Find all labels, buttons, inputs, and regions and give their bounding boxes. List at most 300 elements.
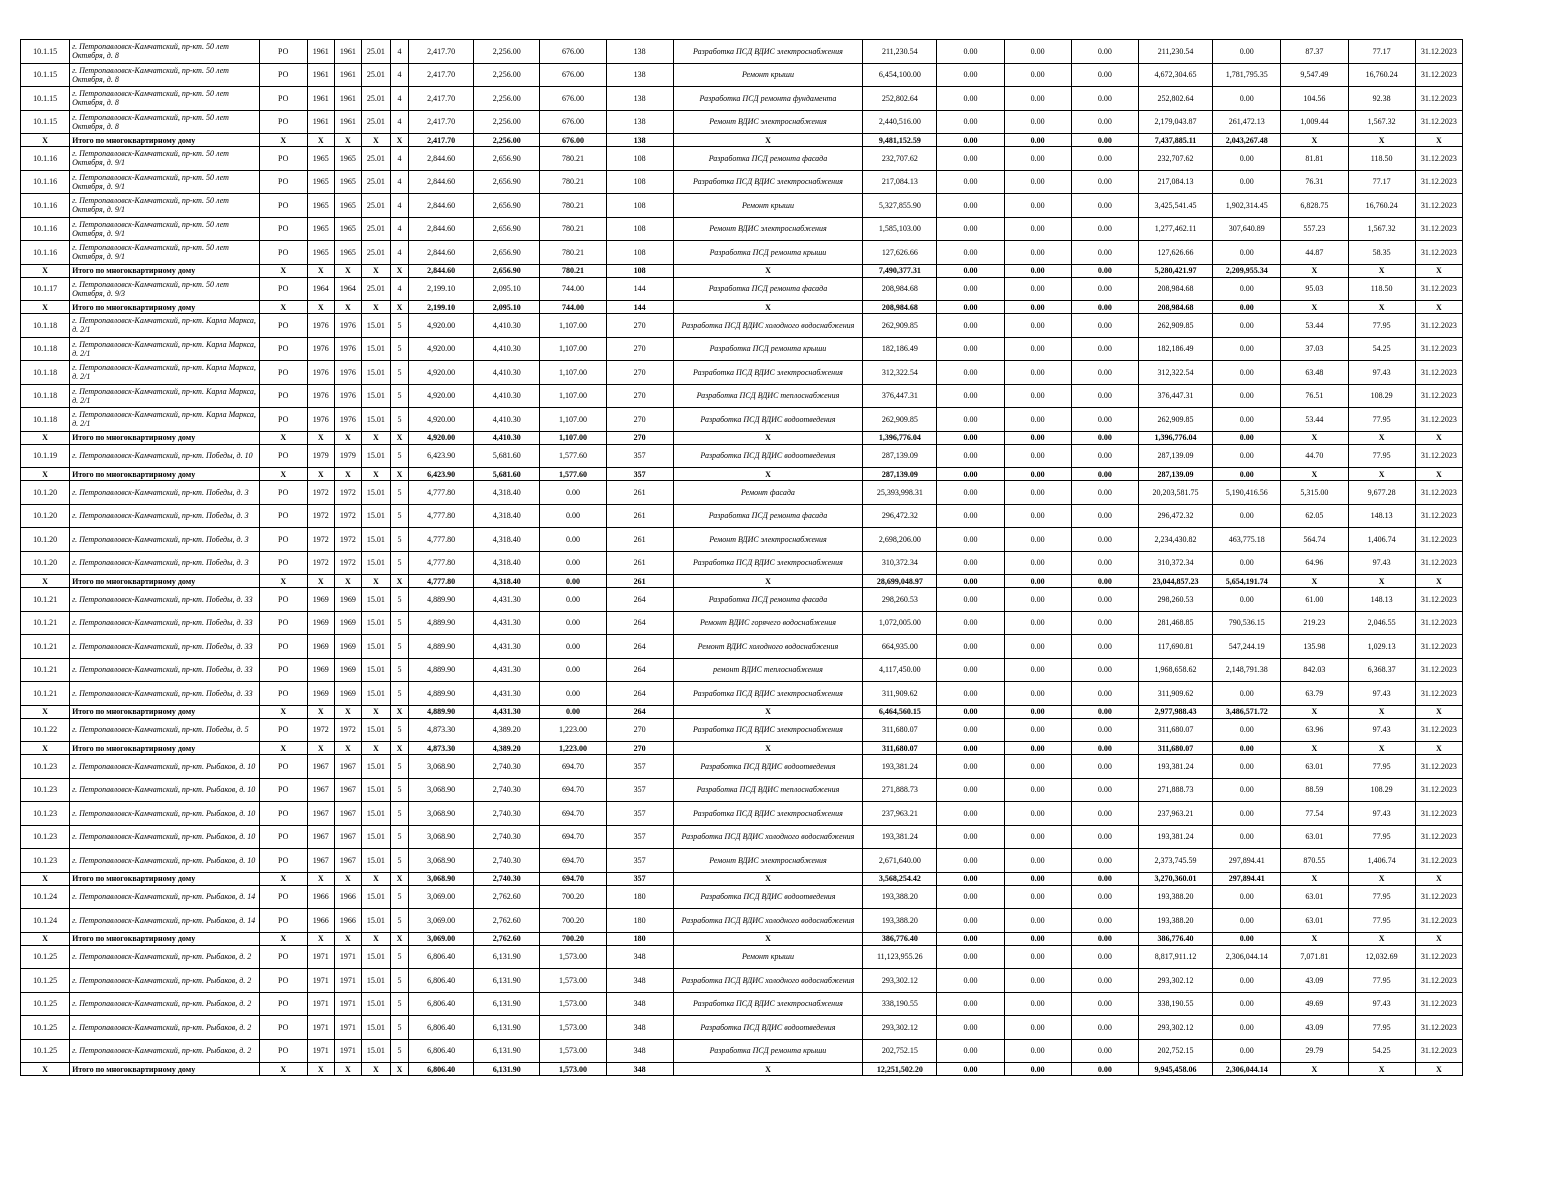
- year-last-repair-cell: 1971: [334, 1039, 361, 1063]
- wall-material-cell: РО: [259, 277, 307, 301]
- other-sources-cell: 0.00: [1213, 742, 1281, 755]
- table-row: [21, 611, 1463, 635]
- entrances-cell: 5: [390, 778, 408, 802]
- wall-material-cell: РО: [259, 551, 307, 575]
- owners-cost-cell: 3,425,541.45: [1138, 194, 1212, 218]
- unit-cost-cell: 564.74: [1281, 528, 1348, 552]
- unit-cost-cell: 81.81: [1281, 147, 1348, 171]
- total-area-cell: 6,806.40: [409, 1016, 474, 1040]
- local-budget-cost-cell: 0.00: [1071, 635, 1138, 659]
- address-cell: г. Петропавловск-Камчатский, пр-кт. Победы, д. 3: [70, 504, 260, 528]
- completion-date-cell: 31.12.2023: [1415, 194, 1462, 218]
- premises-area-cell: 2,656.90: [474, 194, 540, 218]
- local-budget-cost-cell: 0.00: [1071, 40, 1138, 64]
- wall-material-cell: РО: [259, 909, 307, 933]
- year-last-repair-cell: 1971: [334, 969, 361, 993]
- unit-cost-cell: 95.03: [1281, 277, 1348, 301]
- owners-cost-cell: 193,388.20: [1138, 885, 1212, 909]
- max-unit-cost-cell: X: [1348, 1063, 1415, 1076]
- max-unit-cost-cell: 92.38: [1348, 87, 1415, 111]
- address-cell: г. Петропавловск-Камчатский, пр-кт. 50 лет Октября, д. 9/3: [70, 277, 260, 301]
- local-budget-cost-cell: 0.00: [1071, 314, 1138, 338]
- other-sources-cell: 0.00: [1213, 431, 1281, 444]
- row-number-cell: 10.1.23: [21, 755, 70, 779]
- work-type-cell: Ремонт крыши: [673, 194, 863, 218]
- table-row: [21, 337, 1463, 361]
- other-sources-cell: 297,894.41: [1213, 849, 1281, 873]
- residents-cell: 270: [606, 718, 673, 742]
- entrances-cell: 5: [390, 909, 408, 933]
- wall-material-cell: РО: [259, 718, 307, 742]
- total-area-cell: 2,199.10: [409, 301, 474, 314]
- entrances-cell: 5: [390, 969, 408, 993]
- year-last-repair-cell: 1966: [334, 909, 361, 933]
- year-last-repair-cell: 1976: [334, 408, 361, 432]
- work-type-cell: X: [673, 301, 863, 314]
- entrances-cell: X: [390, 705, 408, 718]
- table-row: [21, 361, 1463, 385]
- local-budget-cost-cell: 0.00: [1071, 551, 1138, 575]
- regional-budget-cost-cell: 0.00: [1004, 431, 1071, 444]
- owned-area-cell: 1,107.00: [540, 408, 606, 432]
- completion-date-cell: 31.12.2023: [1415, 969, 1462, 993]
- residents-cell: 138: [606, 134, 673, 147]
- owners-cost-cell: 338,190.55: [1138, 992, 1212, 1016]
- year-last-repair-cell: X: [334, 264, 361, 277]
- floors-cell: 15.01: [361, 504, 390, 528]
- max-unit-cost-cell: 16,760.24: [1348, 194, 1415, 218]
- fund-cost-cell: 0.00: [937, 575, 1004, 588]
- work-type-cell: Разработка ПСД ВДИС электроснабжения: [673, 992, 863, 1016]
- unit-cost-cell: X: [1281, 1063, 1348, 1076]
- completion-date-cell: 31.12.2023: [1415, 658, 1462, 682]
- residents-cell: 357: [606, 778, 673, 802]
- row-number-cell: 10.1.21: [21, 635, 70, 659]
- total-area-cell: 4,873.30: [409, 718, 474, 742]
- premises-area-cell: 4,431.30: [474, 658, 540, 682]
- owned-area-cell: 700.20: [540, 885, 606, 909]
- work-type-cell: X: [673, 575, 863, 588]
- year-last-repair-cell: 1971: [334, 945, 361, 969]
- residents-cell: 270: [606, 408, 673, 432]
- work-type-cell: X: [673, 1063, 863, 1076]
- premises-area-cell: 4,410.30: [474, 361, 540, 385]
- premises-area-cell: 4,431.30: [474, 611, 540, 635]
- entrances-cell: X: [390, 742, 408, 755]
- fund-cost-cell: 0.00: [937, 635, 1004, 659]
- table-row: [21, 909, 1463, 933]
- wall-material-cell: РО: [259, 147, 307, 171]
- premises-area-cell: 2,762.60: [474, 932, 540, 945]
- local-budget-cost-cell: 0.00: [1071, 337, 1138, 361]
- floors-cell: X: [361, 932, 390, 945]
- cost-total-cell: 3,568,254.42: [863, 872, 937, 885]
- floors-cell: X: [361, 575, 390, 588]
- cost-total-cell: 298,260.53: [863, 588, 937, 612]
- row-number-cell: 10.1.15: [21, 87, 70, 111]
- work-type-cell: Разработка ПСД ВДИС теплоснабжения: [673, 778, 863, 802]
- wall-material-cell: РО: [259, 408, 307, 432]
- fund-cost-cell: 0.00: [937, 431, 1004, 444]
- wall-material-cell: X: [259, 134, 307, 147]
- total-area-cell: 2,199.10: [409, 277, 474, 301]
- floors-cell: 25.01: [361, 63, 390, 87]
- row-number-cell: 10.1.16: [21, 217, 70, 241]
- year-last-repair-cell: 1967: [334, 802, 361, 826]
- table-row: [21, 384, 1463, 408]
- regional-budget-cost-cell: 0.00: [1004, 301, 1071, 314]
- max-unit-cost-cell: 148.13: [1348, 504, 1415, 528]
- max-unit-cost-cell: 1,406.74: [1348, 528, 1415, 552]
- wall-material-cell: РО: [259, 63, 307, 87]
- total-area-cell: 4,889.90: [409, 658, 474, 682]
- floors-cell: 15.01: [361, 825, 390, 849]
- local-budget-cost-cell: 0.00: [1071, 170, 1138, 194]
- row-number-cell: 10.1.25: [21, 992, 70, 1016]
- work-type-cell: Разработка ПСД ремонта крыши: [673, 1039, 863, 1063]
- floors-cell: X: [361, 134, 390, 147]
- owners-cost-cell: 311,680.07: [1138, 742, 1212, 755]
- owned-area-cell: 0.00: [540, 705, 606, 718]
- row-number-cell: 10.1.21: [21, 682, 70, 706]
- regional-budget-cost-cell: 0.00: [1004, 742, 1071, 755]
- other-sources-cell: 0.00: [1213, 337, 1281, 361]
- premises-area-cell: 2,256.00: [474, 87, 540, 111]
- cost-total-cell: 6,454,100.00: [863, 63, 937, 87]
- cost-total-cell: 193,388.20: [863, 885, 937, 909]
- table-row: [21, 1016, 1463, 1040]
- address-cell: г. Петропавловск-Камчатский, пр-кт. Рыбаков, д. 14: [70, 885, 260, 909]
- total-row: [21, 1063, 1463, 1076]
- work-type-cell: Разработка ПСД ВДИС холодного водоснабжения: [673, 969, 863, 993]
- work-type-cell: Ремонт ВДИС холодного водоснабжения: [673, 635, 863, 659]
- unit-cost-cell: 63.01: [1281, 885, 1348, 909]
- address-cell: г. Петропавловск-Камчатский, пр-кт. Рыбаков, д. 10: [70, 849, 260, 873]
- owned-area-cell: 1,107.00: [540, 361, 606, 385]
- cost-total-cell: 12,251,502.20: [863, 1063, 937, 1076]
- cost-total-cell: 312,322.54: [863, 361, 937, 385]
- regional-budget-cost-cell: 0.00: [1004, 969, 1071, 993]
- year-built-cell: X: [307, 1063, 334, 1076]
- wall-material-cell: X: [259, 575, 307, 588]
- cost-total-cell: 232,707.62: [863, 147, 937, 171]
- entrances-cell: 4: [390, 217, 408, 241]
- regional-budget-cost-cell: 0.00: [1004, 194, 1071, 218]
- wall-material-cell: РО: [259, 885, 307, 909]
- cost-total-cell: 2,440,516.00: [863, 110, 937, 134]
- unit-cost-cell: 219.23: [1281, 611, 1348, 635]
- table-row: [21, 408, 1463, 432]
- owners-cost-cell: 1,277,462.11: [1138, 217, 1212, 241]
- work-type-cell: Разработка ПСД ВДИС холодного водоснабжения: [673, 825, 863, 849]
- owners-cost-cell: 296,472.32: [1138, 504, 1212, 528]
- max-unit-cost-cell: X: [1348, 932, 1415, 945]
- cost-total-cell: 1,072,005.00: [863, 611, 937, 635]
- residents-cell: 180: [606, 909, 673, 933]
- entrances-cell: X: [390, 431, 408, 444]
- owners-cost-cell: 23,044,857.23: [1138, 575, 1212, 588]
- year-built-cell: X: [307, 264, 334, 277]
- owners-cost-cell: 311,909.62: [1138, 682, 1212, 706]
- year-built-cell: 1965: [307, 194, 334, 218]
- year-built-cell: 1972: [307, 718, 334, 742]
- table-row: [21, 635, 1463, 659]
- completion-date-cell: X: [1415, 264, 1462, 277]
- year-last-repair-cell: 1967: [334, 849, 361, 873]
- unit-cost-cell: 77.54: [1281, 802, 1348, 826]
- floors-cell: 15.01: [361, 337, 390, 361]
- owners-cost-cell: 2,179,043.87: [1138, 110, 1212, 134]
- other-sources-cell: 790,536.15: [1213, 611, 1281, 635]
- owners-cost-cell: 5,280,421.97: [1138, 264, 1212, 277]
- owners-cost-cell: 293,302.12: [1138, 1016, 1212, 1040]
- work-type-cell: Разработка ПСД ремонта фасада: [673, 147, 863, 171]
- owners-cost-cell: 262,909.85: [1138, 408, 1212, 432]
- max-unit-cost-cell: 77.95: [1348, 885, 1415, 909]
- regional-budget-cost-cell: 0.00: [1004, 217, 1071, 241]
- owned-area-cell: 0.00: [540, 588, 606, 612]
- fund-cost-cell: 0.00: [937, 481, 1004, 505]
- regional-budget-cost-cell: 0.00: [1004, 444, 1071, 468]
- row-number-cell: X: [21, 742, 70, 755]
- address-cell: г. Петропавловск-Камчатский, пр-кт. Рыбаков, д. 2: [70, 992, 260, 1016]
- cost-total-cell: 2,698,206.00: [863, 528, 937, 552]
- cost-total-cell: 311,680.07: [863, 742, 937, 755]
- residents-cell: 348: [606, 992, 673, 1016]
- max-unit-cost-cell: 54.25: [1348, 1039, 1415, 1063]
- total-area-cell: 4,920.00: [409, 337, 474, 361]
- address-cell: Итого по многоквартирному дому: [70, 575, 260, 588]
- total-area-cell: 4,889.90: [409, 682, 474, 706]
- owned-area-cell: 676.00: [540, 63, 606, 87]
- address-cell: Итого по многоквартирному дому: [70, 705, 260, 718]
- work-type-cell: Разработка ПСД ВДИС электроснабжения: [673, 718, 863, 742]
- year-last-repair-cell: 1965: [334, 194, 361, 218]
- address-cell: г. Петропавловск-Камчатский, пр-кт. Рыбаков, д. 10: [70, 755, 260, 779]
- residents-cell: 261: [606, 504, 673, 528]
- year-built-cell: 1976: [307, 384, 334, 408]
- owned-area-cell: 1,223.00: [540, 742, 606, 755]
- residents-cell: 270: [606, 314, 673, 338]
- max-unit-cost-cell: 77.95: [1348, 408, 1415, 432]
- wall-material-cell: X: [259, 264, 307, 277]
- work-type-cell: Ремонт ВДИС электроснабжения: [673, 528, 863, 552]
- owned-area-cell: 694.70: [540, 825, 606, 849]
- capital-repair-table: [20, 39, 1463, 1076]
- unit-cost-cell: X: [1281, 575, 1348, 588]
- cost-total-cell: 208,984.68: [863, 277, 937, 301]
- premises-area-cell: 6,131.90: [474, 1039, 540, 1063]
- premises-area-cell: 2,656.90: [474, 217, 540, 241]
- year-built-cell: 1976: [307, 337, 334, 361]
- regional-budget-cost-cell: 0.00: [1004, 575, 1071, 588]
- row-number-cell: 10.1.23: [21, 825, 70, 849]
- address-cell: Итого по многоквартирному дому: [70, 932, 260, 945]
- other-sources-cell: 0.00: [1213, 277, 1281, 301]
- wall-material-cell: РО: [259, 945, 307, 969]
- address-cell: г. Петропавловск-Камчатский, пр-кт. Карла Маркса, д. 2/1: [70, 314, 260, 338]
- residents-cell: 264: [606, 705, 673, 718]
- other-sources-cell: 0.00: [1213, 87, 1281, 111]
- owners-cost-cell: 1,968,658.62: [1138, 658, 1212, 682]
- premises-area-cell: 6,131.90: [474, 992, 540, 1016]
- year-built-cell: X: [307, 932, 334, 945]
- regional-budget-cost-cell: 0.00: [1004, 635, 1071, 659]
- fund-cost-cell: 0.00: [937, 264, 1004, 277]
- row-number-cell: 10.1.18: [21, 314, 70, 338]
- owners-cost-cell: 271,888.73: [1138, 778, 1212, 802]
- entrances-cell: 5: [390, 444, 408, 468]
- year-built-cell: 1967: [307, 849, 334, 873]
- completion-date-cell: X: [1415, 1063, 1462, 1076]
- year-last-repair-cell: 1969: [334, 635, 361, 659]
- unit-cost-cell: 870.55: [1281, 849, 1348, 873]
- total-row: [21, 705, 1463, 718]
- year-last-repair-cell: 1969: [334, 588, 361, 612]
- work-type-cell: Разработка ПСД ВДИС электроснабжения: [673, 682, 863, 706]
- year-built-cell: 1979: [307, 444, 334, 468]
- year-built-cell: 1961: [307, 87, 334, 111]
- local-budget-cost-cell: 0.00: [1071, 241, 1138, 265]
- owners-cost-cell: 376,447.31: [1138, 384, 1212, 408]
- wall-material-cell: РО: [259, 849, 307, 873]
- entrances-cell: 4: [390, 194, 408, 218]
- cost-total-cell: 2,671,640.00: [863, 849, 937, 873]
- regional-budget-cost-cell: 0.00: [1004, 778, 1071, 802]
- owned-area-cell: 1,107.00: [540, 314, 606, 338]
- other-sources-cell: 0.00: [1213, 314, 1281, 338]
- total-area-cell: 6,806.40: [409, 992, 474, 1016]
- max-unit-cost-cell: 77.95: [1348, 909, 1415, 933]
- work-type-cell: Разработка ПСД ВДИС холодного водоснабжения: [673, 909, 863, 933]
- premises-area-cell: 6,131.90: [474, 1016, 540, 1040]
- other-sources-cell: 2,306,044.14: [1213, 945, 1281, 969]
- entrances-cell: 5: [390, 314, 408, 338]
- year-built-cell: 1969: [307, 611, 334, 635]
- total-area-cell: 2,844.60: [409, 147, 474, 171]
- other-sources-cell: 2,209,955.34: [1213, 264, 1281, 277]
- max-unit-cost-cell: 77.95: [1348, 755, 1415, 779]
- cost-total-cell: 11,123,955.26: [863, 945, 937, 969]
- max-unit-cost-cell: X: [1348, 742, 1415, 755]
- unit-cost-cell: 43.09: [1281, 969, 1348, 993]
- residents-cell: 348: [606, 969, 673, 993]
- table-row: [21, 885, 1463, 909]
- entrances-cell: X: [390, 468, 408, 481]
- wall-material-cell: РО: [259, 241, 307, 265]
- address-cell: г. Петропавловск-Камчатский, пр-кт. Победы, д. 33: [70, 588, 260, 612]
- year-last-repair-cell: 1969: [334, 611, 361, 635]
- work-type-cell: Разработка ПСД ВДИС теплоснабжения: [673, 384, 863, 408]
- residents-cell: 108: [606, 194, 673, 218]
- floors-cell: 15.01: [361, 528, 390, 552]
- year-last-repair-cell: 1961: [334, 40, 361, 64]
- entrances-cell: 5: [390, 755, 408, 779]
- entrances-cell: 5: [390, 361, 408, 385]
- regional-budget-cost-cell: 0.00: [1004, 932, 1071, 945]
- owners-cost-cell: 312,322.54: [1138, 361, 1212, 385]
- local-budget-cost-cell: 0.00: [1071, 528, 1138, 552]
- completion-date-cell: 31.12.2023: [1415, 110, 1462, 134]
- address-cell: г. Петропавловск-Камчатский, пр-кт. 50 лет Октября, д. 9/1: [70, 194, 260, 218]
- regional-budget-cost-cell: 0.00: [1004, 110, 1071, 134]
- premises-area-cell: 2,256.00: [474, 110, 540, 134]
- unit-cost-cell: 53.44: [1281, 408, 1348, 432]
- completion-date-cell: 31.12.2023: [1415, 384, 1462, 408]
- address-cell: г. Петропавловск-Камчатский, пр-кт. Победы, д. 33: [70, 635, 260, 659]
- completion-date-cell: 31.12.2023: [1415, 755, 1462, 779]
- floors-cell: 25.01: [361, 194, 390, 218]
- year-last-repair-cell: 1969: [334, 658, 361, 682]
- residents-cell: 348: [606, 1039, 673, 1063]
- owned-area-cell: 0.00: [540, 611, 606, 635]
- cost-total-cell: 262,909.85: [863, 408, 937, 432]
- cost-total-cell: 127,626.66: [863, 241, 937, 265]
- owners-cost-cell: 217,084.13: [1138, 170, 1212, 194]
- fund-cost-cell: 0.00: [937, 1063, 1004, 1076]
- premises-area-cell: 2,256.00: [474, 40, 540, 64]
- wall-material-cell: РО: [259, 802, 307, 826]
- year-built-cell: 1976: [307, 408, 334, 432]
- owners-cost-cell: 208,984.68: [1138, 301, 1212, 314]
- work-type-cell: Разработка ПСД ремонта крыши: [673, 241, 863, 265]
- table-row: [21, 314, 1463, 338]
- year-built-cell: 1976: [307, 314, 334, 338]
- table-row: [21, 87, 1463, 111]
- local-budget-cost-cell: 0.00: [1071, 1063, 1138, 1076]
- year-built-cell: 1961: [307, 110, 334, 134]
- unit-cost-cell: X: [1281, 872, 1348, 885]
- cost-total-cell: 5,327,855.90: [863, 194, 937, 218]
- work-type-cell: Разработка ПСД ВДИС водоотведения: [673, 755, 863, 779]
- residents-cell: 357: [606, 444, 673, 468]
- wall-material-cell: РО: [259, 194, 307, 218]
- owned-area-cell: 780.21: [540, 147, 606, 171]
- local-budget-cost-cell: 0.00: [1071, 611, 1138, 635]
- max-unit-cost-cell: 1,567.32: [1348, 217, 1415, 241]
- year-built-cell: 1971: [307, 969, 334, 993]
- year-last-repair-cell: 1972: [334, 481, 361, 505]
- year-last-repair-cell: X: [334, 301, 361, 314]
- owned-area-cell: 694.70: [540, 755, 606, 779]
- fund-cost-cell: 0.00: [937, 718, 1004, 742]
- fund-cost-cell: 0.00: [937, 361, 1004, 385]
- regional-budget-cost-cell: 0.00: [1004, 87, 1071, 111]
- floors-cell: 15.01: [361, 551, 390, 575]
- floors-cell: 15.01: [361, 885, 390, 909]
- max-unit-cost-cell: 1,567.32: [1348, 110, 1415, 134]
- total-row: [21, 134, 1463, 147]
- unit-cost-cell: 64.96: [1281, 551, 1348, 575]
- max-unit-cost-cell: X: [1348, 431, 1415, 444]
- local-budget-cost-cell: 0.00: [1071, 742, 1138, 755]
- unit-cost-cell: 9,547.49: [1281, 63, 1348, 87]
- address-cell: г. Петропавловск-Камчатский, пр-кт. Карла Маркса, д. 2/1: [70, 408, 260, 432]
- other-sources-cell: 0.00: [1213, 551, 1281, 575]
- cost-total-cell: 202,752.15: [863, 1039, 937, 1063]
- fund-cost-cell: 0.00: [937, 528, 1004, 552]
- owned-area-cell: 694.70: [540, 802, 606, 826]
- row-number-cell: 10.1.16: [21, 147, 70, 171]
- local-budget-cost-cell: 0.00: [1071, 575, 1138, 588]
- max-unit-cost-cell: 12,032.69: [1348, 945, 1415, 969]
- fund-cost-cell: 0.00: [937, 277, 1004, 301]
- address-cell: г. Петропавловск-Камчатский, пр-кт. Карла Маркса, д. 2/1: [70, 337, 260, 361]
- cost-total-cell: 208,984.68: [863, 301, 937, 314]
- floors-cell: 15.01: [361, 849, 390, 873]
- table-row: [21, 945, 1463, 969]
- address-cell: г. Петропавловск-Камчатский, пр-кт. Победы, д. 3: [70, 551, 260, 575]
